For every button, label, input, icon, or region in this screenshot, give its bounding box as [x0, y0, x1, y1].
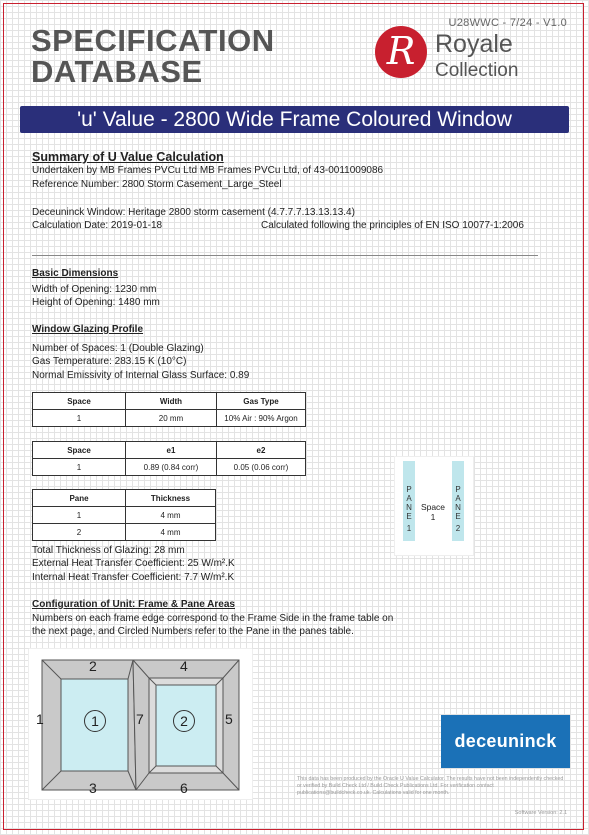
cell: 1 — [33, 507, 126, 524]
heading-line-1: SPECIFICATION — [31, 23, 275, 58]
configuration-note-line-2: the next page, and Circled Numbers refer to the Pane in the panes table. — [32, 626, 354, 637]
table-header-row — [33, 393, 306, 410]
number-of-spaces: Number of Spaces: 1 (Double Glazing) — [32, 343, 204, 354]
document-reference: U28WWC - 7/24 - V1.0 — [448, 17, 567, 29]
frame-side-6: 6 — [180, 780, 188, 796]
table-row — [33, 524, 216, 541]
col-space: Space — [33, 393, 126, 410]
gas-temperature: Gas Temperature: 283.15 K (10°C) — [32, 356, 187, 367]
pane-letter: N — [455, 503, 461, 512]
glass-emissivity: Normal Emissivity of Internal Glass Surface: 0.89 — [32, 370, 250, 381]
software-version: Software Version: 2.1 — [514, 810, 567, 816]
title-banner: 'u' Value - 2800 Wide Frame Coloured Window — [20, 106, 569, 133]
table-header-row — [33, 490, 216, 507]
table-row — [33, 459, 306, 476]
undertaken-by: Undertaken by MB Frames PVCu Ltd MB Frames PVCu Ltd, of 43-0011009086 — [32, 165, 384, 176]
pane-2-strip — [452, 461, 464, 541]
col-space: Space — [33, 442, 126, 459]
col-gas-type: Gas Type — [217, 393, 306, 410]
frame-side-1: 1 — [36, 711, 44, 727]
frame-side-7: 7 — [136, 711, 144, 727]
calculation-principles: Calculated following the principles of EN ISO 10077-1:2006 — [261, 220, 524, 231]
window-description: Deceuninck Window: Heritage 2800 storm casement (4.7.7.7.13.13.13.4) — [32, 207, 355, 218]
col-e1: e1 — [126, 442, 217, 459]
col-pane: Pane — [33, 490, 126, 507]
cell: 4 mm — [126, 524, 216, 541]
cell: 2 — [33, 524, 126, 541]
basic-dimensions-heading: Basic Dimensions — [32, 268, 119, 279]
configuration-note-line-1: Numbers on each frame edge correspond to the Frame Side in the frame table on — [32, 613, 394, 624]
glazing-profile-heading: Window Glazing Profile — [32, 324, 144, 335]
royale-collection-logo — [375, 24, 555, 90]
pane-2-circle: 2 — [173, 710, 195, 732]
section-divider — [32, 255, 538, 256]
emissivity-table — [32, 441, 306, 476]
table-row — [33, 410, 306, 427]
frame-side-2: 2 — [89, 658, 97, 674]
cell: 1 — [33, 459, 126, 476]
space-word: Space — [420, 502, 446, 512]
pane-letter: P — [455, 485, 461, 494]
configuration-heading: Configuration of Unit: Frame & Pane Areas — [32, 599, 235, 610]
royale-r-icon: R — [375, 26, 427, 78]
calculation-date: Calculation Date: 2019-01-18 — [32, 220, 163, 231]
pane-letter: E — [455, 512, 461, 521]
pane-letter: A — [406, 494, 412, 503]
pane-letter: N — [406, 503, 412, 512]
pane-number: 2 — [455, 524, 461, 533]
logo-royale-text: Royale — [435, 30, 513, 58]
frame-side-4: 4 — [180, 658, 188, 674]
cell: 1 — [33, 410, 126, 427]
external-heat-coefficient: External Heat Transfer Coefficient: 25 W/m².K — [32, 558, 235, 569]
pane-letter: E — [406, 512, 412, 521]
page-heading — [31, 25, 275, 87]
cell: 20 mm — [126, 410, 217, 427]
heading-line-2: DATABASE — [31, 54, 203, 89]
deceuninck-logo: deceuninck — [441, 715, 570, 768]
logo-collection-text: Collection — [435, 60, 519, 81]
summary-heading: Summary of U Value Calculation — [32, 150, 224, 164]
cell: 4 mm — [126, 507, 216, 524]
cell: 10% Air : 90% Argon — [217, 410, 306, 427]
col-width: Width — [126, 393, 217, 410]
opening-width: Width of Opening: 1230 mm — [32, 284, 157, 295]
frame-side-5: 5 — [225, 711, 233, 727]
space-number: 1 — [430, 512, 436, 522]
pane-letter: P — [406, 485, 412, 494]
col-thickness: Thickness — [126, 490, 216, 507]
opening-height: Height of Opening: 1480 mm — [32, 297, 160, 308]
reference-number: Reference Number: 2800 Storm Casement_Large_Steel — [32, 179, 282, 190]
col-e2: e2 — [217, 442, 306, 459]
space-label — [418, 502, 448, 522]
total-glazing-thickness: Total Thickness of Glazing: 28 mm — [32, 545, 185, 556]
pane-number: 1 — [406, 524, 412, 533]
disclaimer-text: This data has been produced by the Oracle U Value Calculator. The results have not been independently checked or verified by Build Check Ltd / Build Check Publications Ltd. For verification contact publications@buildcheck.co.uk. Calculations valid for one month. — [297, 776, 564, 796]
pane-letter: A — [455, 494, 461, 503]
table-header-row — [33, 442, 306, 459]
pane-thickness-table — [32, 489, 216, 541]
table-row — [33, 507, 216, 524]
cell: 0.05 (0.06 corr) — [217, 459, 306, 476]
internal-heat-coefficient: Internal Heat Transfer Coefficient: 7.7 W/m².K — [32, 572, 235, 583]
frame-side-3: 3 — [89, 780, 97, 796]
space-width-table — [32, 392, 306, 427]
pane-1-circle: 1 — [84, 710, 106, 732]
pane-1-strip — [403, 461, 415, 541]
cell: 0.89 (0.84 corr) — [126, 459, 217, 476]
